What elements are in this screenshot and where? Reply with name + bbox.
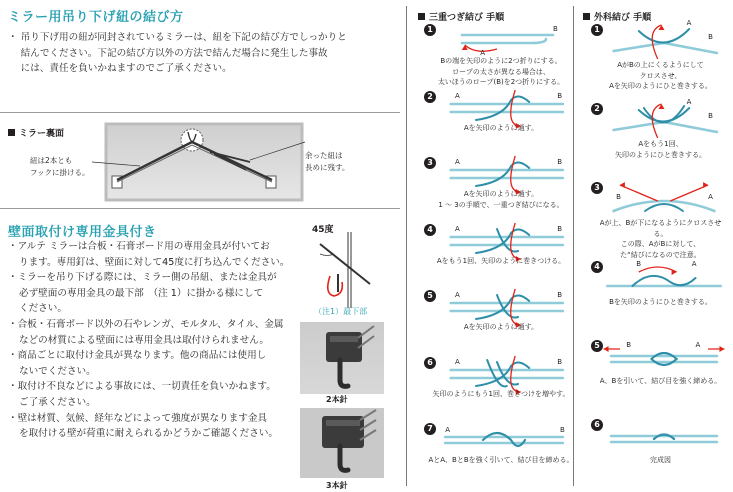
caption-line: 矢印のようにもう1回、巻きつけを増やす。	[432, 389, 570, 398]
step-number: 2	[591, 103, 603, 115]
step-number: 1	[591, 24, 603, 36]
knot-diagram	[434, 93, 574, 123]
step-number: 7	[424, 423, 436, 435]
mirror-note-left	[30, 155, 89, 179]
step-caption	[426, 389, 576, 400]
step-number: 4	[424, 224, 436, 236]
divider	[0, 208, 400, 209]
mirror-back-heading: ミラー裏面	[8, 126, 64, 139]
svg-text:B: B	[616, 193, 621, 201]
note-line: 余った紐は	[305, 151, 343, 160]
step-caption	[426, 189, 576, 210]
svg-text:B: B	[557, 291, 563, 299]
list-item: ・ 合板・石膏ボード以外の石やレンガ、モルタル、タイル、金属 などの材質による壁面には専用金具は取付けられません。	[8, 317, 298, 348]
step-number: 5	[591, 340, 603, 352]
svg-text:A: A	[455, 357, 460, 366]
step-caption	[593, 297, 728, 308]
caption-line: た“結びになるので注意。	[620, 250, 701, 259]
mirror-back-illustration	[100, 120, 310, 202]
caption-line: Aを矢印のようにひと巻きする。	[609, 82, 712, 90]
wall-fitting-title: 壁面取付け専用金具付き	[8, 225, 157, 240]
surgeon-sheet-bend-heading: 三重つぎ結び 手順	[418, 10, 504, 23]
caption-line: A、Bを引いて、結び目を強く締める。	[599, 377, 722, 385]
hook-2pin-label: 2本針	[326, 395, 348, 404]
svg-text:B: B	[557, 91, 563, 100]
caption-line: Aを矢印のように通す。	[463, 123, 539, 132]
svg-text:B: B	[557, 158, 563, 166]
caption-line: 完成図	[650, 456, 671, 464]
caption-line: Bを矢印のようにひと巻きする。	[609, 298, 712, 306]
step-number: 3	[424, 157, 436, 169]
step-caption	[593, 218, 728, 260]
caption-line: Aが上、Bが下になるようにクロスさせる。	[599, 219, 722, 238]
list-item: ・ 壁は材質、気候、経年などによって強度が異なります金具 を取付ける壁が荷重に耐えられるかどうかご確認ください。	[8, 411, 298, 442]
nail-angle-diagram	[300, 232, 380, 310]
surgeons-knot-heading: 外科結び 手順	[583, 10, 651, 23]
list-item: ・ アルテ ミラーは合板・石膏ボード用の専用金具が付いてお ります。専用釘は、壁面に対して45度に打ち込んでください。	[8, 239, 298, 270]
caption-line: 太いほうのロープ(B)を2つ折りにする。	[437, 78, 565, 86]
wall-fitting-notes	[8, 239, 298, 442]
knot-diagram	[434, 26, 574, 56]
note-line: 長めに残す。	[305, 163, 350, 172]
step-number: 5	[424, 290, 436, 302]
intro-line: には、責任を負いかねますのでご了承ください。	[8, 63, 232, 74]
step-caption	[426, 123, 576, 134]
step-number: 6	[591, 419, 603, 431]
hook-3pin-label: 3本針	[326, 481, 348, 490]
knot-diagram	[601, 342, 727, 376]
svg-text:B: B	[636, 260, 642, 268]
step-caption	[593, 376, 728, 387]
page-title: ミラー用吊り下げ紐の結び方	[8, 10, 184, 25]
step-caption	[593, 60, 728, 92]
svg-text:A: A	[455, 291, 460, 299]
caption-line: クロスさせ、	[639, 71, 682, 80]
svg-text:B: B	[708, 112, 713, 120]
caption-line: Aを矢印のように通す。	[463, 190, 539, 198]
intro-text	[8, 30, 398, 77]
intro-line: 結んでください。下記の結び方以外の方法で結んだ場合に発生した事故	[8, 47, 328, 59]
intro-line: ・ 吊り下げ用の紐が同封されているミラーは、紐を下記の結び方でしっかりと	[8, 32, 347, 43]
svg-text:B: B	[553, 25, 558, 33]
svg-text:A: A	[686, 19, 692, 27]
svg-text:A: A	[708, 193, 713, 201]
svg-text:B: B	[557, 357, 563, 366]
caption-line: Aをもう1回、	[638, 140, 683, 148]
svg-text:A: A	[691, 260, 697, 268]
hook-2pin-photo	[300, 322, 384, 394]
note-line: フックに掛ける。	[30, 168, 90, 177]
note-label: （注1）最下部	[314, 307, 368, 316]
step-caption	[593, 139, 728, 160]
step-caption	[426, 322, 576, 333]
list-item: ・ 取付け不良などによる事故には、一切責任を負いかねます。 ご了承ください。	[8, 379, 298, 410]
caption-line: Bの端を矢印のように2つ折りにする。	[440, 57, 562, 65]
knot-diagram	[601, 260, 727, 297]
column-divider	[406, 6, 407, 486]
knot-diagram	[434, 425, 574, 455]
svg-text:A: A	[455, 91, 460, 100]
knot-diagram	[434, 292, 574, 322]
caption-line: ロープの太さが異なる場合は、	[452, 67, 550, 76]
svg-text:A: A	[686, 98, 692, 106]
list-item: ・ 商品ごとに取付け金具が異なります。他の商品には使用し ないでください。	[8, 348, 298, 379]
step-number: 2	[424, 91, 436, 103]
knot-diagram	[434, 226, 574, 256]
knot-diagram	[434, 359, 574, 389]
svg-text:B: B	[557, 224, 563, 233]
caption-line: AがBの上にくるようにして	[617, 61, 704, 69]
knot-diagram	[601, 19, 727, 60]
caption-line: 1 ～ 3の手順で、一重つぎ結びになる。	[438, 200, 564, 209]
svg-text:B: B	[560, 426, 565, 434]
svg-text:A: A	[480, 49, 485, 57]
step-caption	[426, 56, 576, 88]
divider	[0, 112, 400, 113]
svg-text:A: A	[695, 341, 701, 349]
caption-line: Aをもう1回、矢印のように巻きつける。	[436, 256, 566, 265]
step-number: 3	[591, 182, 603, 194]
step-number: 6	[424, 357, 436, 369]
note-line: 紐は2本とも	[30, 156, 73, 165]
caption-line: 矢印のようにひと巻きする。	[615, 150, 706, 159]
knot-diagram	[601, 98, 727, 139]
step-caption	[426, 455, 576, 466]
svg-text:A: A	[455, 224, 460, 233]
step-number: 4	[591, 261, 603, 273]
caption-line: Aを矢印のように通す。	[463, 323, 539, 331]
caption-line: AとA、BとBを強く引いて、結び目を締める。	[428, 456, 574, 464]
svg-text:A: A	[445, 426, 450, 434]
svg-text:B: B	[626, 341, 632, 349]
knot-diagram	[434, 159, 574, 189]
step-number: 1	[424, 24, 436, 36]
angle-label: 45度	[312, 225, 334, 235]
caption-line: この際、AがBに対して、	[620, 240, 701, 248]
knot-diagram	[601, 421, 727, 455]
step-caption	[593, 455, 728, 466]
step-caption	[426, 256, 576, 267]
list-item: ・ ミラーを吊り下げる際には、ミラー側の吊紐、または金具が 必ず壁面の専用金具の最下部 （注 1）に掛かる様にして ください。	[8, 270, 298, 317]
mirror-note-right	[305, 150, 349, 174]
hook-3pin-photo	[300, 408, 384, 478]
knot-diagram	[601, 184, 727, 218]
svg-text:A: A	[455, 158, 460, 166]
svg-text:B: B	[708, 33, 713, 41]
